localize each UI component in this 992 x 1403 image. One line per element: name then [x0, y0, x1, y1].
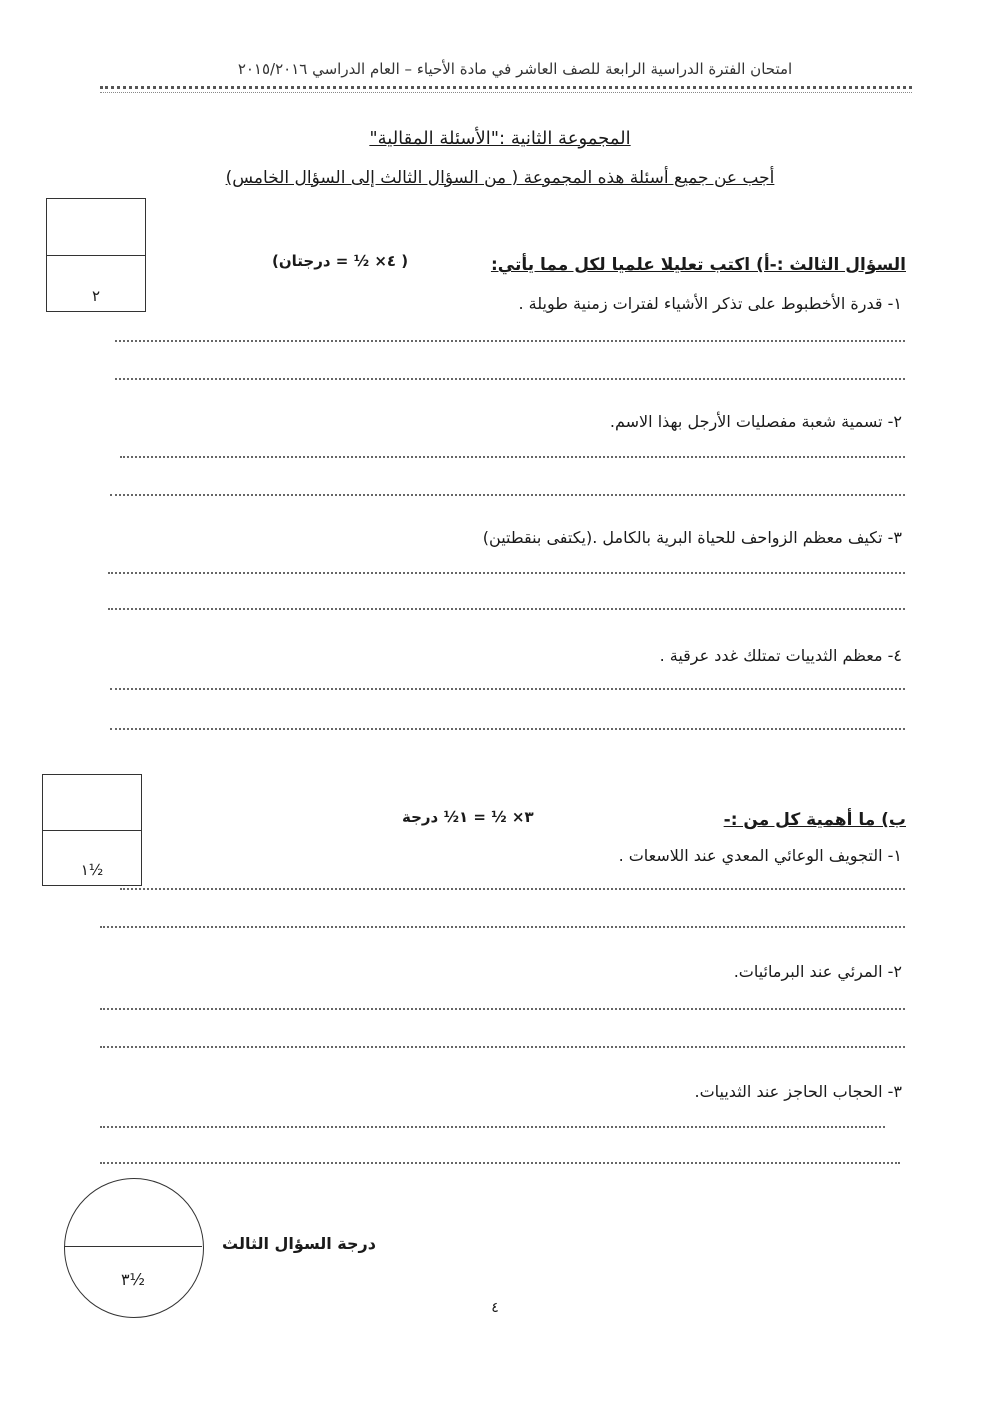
answer-item-a1: ١- قدرة الأخطبوط على تذكر الأشياء لفترات زمنية طويلة .: [518, 294, 902, 313]
answer-item-a3: ٣- تكيف معظم الزواحف للحياة البرية بالكامل .(يكتفى بنقطتين): [482, 528, 902, 547]
total-score-circle: [64, 1178, 204, 1318]
total-score-value: ٣½: [120, 1270, 146, 1289]
page-number: ٤: [491, 1300, 499, 1316]
answer-item-b2: ٢- المرئي عند البرمائيات.: [733, 962, 902, 981]
group-title: المجموعة الثانية :"الأسئلة المقالية": [369, 128, 631, 149]
question3-part-b-title: ب) ما أهمية كل من :-: [723, 810, 906, 830]
answer-line[interactable]: [110, 728, 905, 730]
answer-item-b3: ٣- الحجاب الحاجز عند الثدييات.: [694, 1082, 902, 1101]
grade-box-part-b: [42, 774, 142, 886]
answer-line[interactable]: [100, 1126, 885, 1128]
answer-line[interactable]: [108, 572, 905, 574]
answer-line[interactable]: [120, 456, 905, 458]
answer-line[interactable]: [115, 340, 905, 342]
group-instructions: أجب عن جميع أسئلة هذه المجموعة ( من السؤال الثالث إلى السؤال الخامس): [225, 168, 775, 188]
header-divider: [100, 86, 912, 89]
total-score-label: درجة السؤال الثالث: [222, 1234, 376, 1253]
answer-item-a4: ٤- معظم الثدييات تمتلك غدد عرقية .: [659, 646, 902, 665]
answer-item-b1: ١- التجويف الوعائي المعدي عند اللاسعات .: [618, 846, 902, 865]
grade-box-part-a: [46, 198, 146, 312]
grade-box-value: ١½: [80, 861, 104, 879]
exam-header-title: امتحان الفترة الدراسية الرابعة للصف العاشر في مادة الأحياء – العام الدراسي ٢٠١٥/٢٠١٦: [237, 60, 793, 78]
answer-line[interactable]: [110, 494, 905, 496]
header-divider-secondary: [100, 92, 912, 93]
answer-item-a2: ٢- تسمية شعبة مفصليات الأرجل بهذا الاسم.: [609, 412, 902, 431]
answer-line[interactable]: [100, 1046, 905, 1048]
answer-line[interactable]: [120, 888, 905, 890]
grade-box-value: ٢: [91, 287, 101, 305]
answer-line[interactable]: [100, 1162, 900, 1164]
answer-line[interactable]: [110, 688, 905, 690]
answer-line[interactable]: [115, 378, 905, 380]
answer-line[interactable]: [108, 608, 905, 610]
total-score-divider: [64, 1246, 202, 1247]
answer-line[interactable]: [100, 926, 905, 928]
grade-box-divider: [47, 255, 145, 256]
grade-box-divider: [43, 830, 141, 831]
question3-part-b-marks: ٣× ½ = ١½ درجة: [402, 808, 534, 826]
answer-line[interactable]: [100, 1008, 905, 1010]
question3-part-a-title: السؤال الثالث :-أ) اكتب تعليلا علميا لكل مما يأتي:: [490, 255, 906, 275]
question3-part-a-marks: ( ٤× ½ = درجتان): [272, 252, 409, 270]
